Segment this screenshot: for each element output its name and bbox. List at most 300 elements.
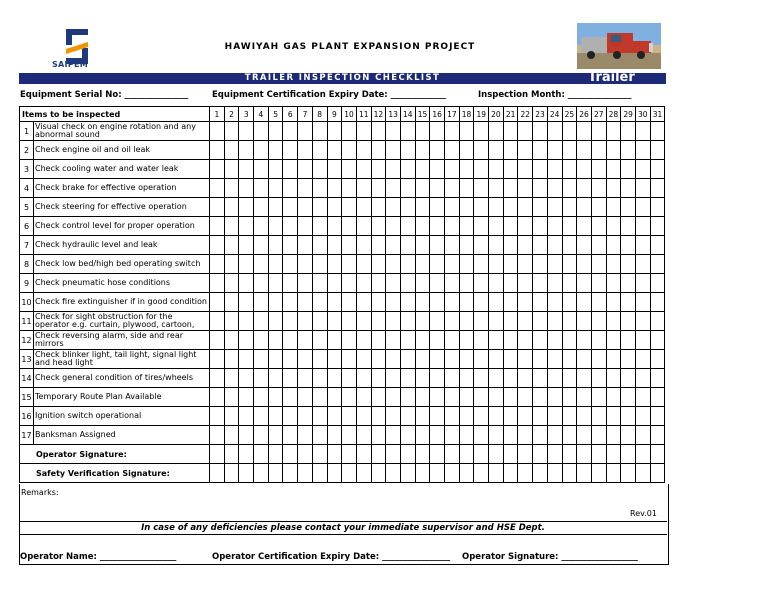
signature-cell[interactable] [562,445,577,464]
check-cell[interactable] [445,141,460,160]
check-cell[interactable] [400,369,415,388]
check-cell[interactable] [430,160,445,179]
check-cell[interactable] [621,274,636,293]
signature-cell[interactable] [356,445,371,464]
check-cell[interactable] [650,179,665,198]
check-cell[interactable] [474,198,489,217]
check-cell[interactable] [386,426,401,445]
check-cell[interactable] [489,236,504,255]
check-cell[interactable] [371,331,386,350]
check-cell[interactable] [577,426,592,445]
check-cell[interactable] [224,122,239,141]
check-cell[interactable] [650,293,665,312]
check-cell[interactable] [562,217,577,236]
signature-cell[interactable] [503,445,518,464]
check-cell[interactable] [342,312,357,331]
check-cell[interactable] [650,407,665,426]
check-cell[interactable] [254,293,269,312]
check-cell[interactable] [312,388,327,407]
check-cell[interactable] [533,141,548,160]
check-cell[interactable] [210,407,225,426]
check-cell[interactable] [400,388,415,407]
check-cell[interactable] [518,160,533,179]
check-cell[interactable] [591,293,606,312]
check-cell[interactable] [371,198,386,217]
check-cell[interactable] [621,217,636,236]
check-cell[interactable] [533,122,548,141]
check-cell[interactable] [445,122,460,141]
check-cell[interactable] [547,122,562,141]
check-cell[interactable] [415,388,430,407]
signature-cell[interactable] [342,445,357,464]
check-cell[interactable] [635,217,650,236]
check-cell[interactable] [386,217,401,236]
signature-cell[interactable] [577,464,592,483]
check-cell[interactable] [254,350,269,369]
check-cell[interactable] [621,331,636,350]
signature-cell[interactable] [577,445,592,464]
check-cell[interactable] [268,160,283,179]
check-cell[interactable] [459,312,474,331]
check-cell[interactable] [415,198,430,217]
check-cell[interactable] [518,141,533,160]
check-cell[interactable] [474,179,489,198]
signature-cell[interactable] [474,464,489,483]
check-cell[interactable] [400,293,415,312]
signature-cell[interactable] [606,445,621,464]
equipment-cert-expiry-field[interactable]: Equipment Certification Expiry Date: _____________ [212,90,446,100]
check-cell[interactable] [518,350,533,369]
check-cell[interactable] [606,407,621,426]
check-cell[interactable] [459,255,474,274]
check-cell[interactable] [386,179,401,198]
signature-cell[interactable] [533,464,548,483]
check-cell[interactable] [533,388,548,407]
check-cell[interactable] [459,274,474,293]
signature-cell[interactable] [533,445,548,464]
check-cell[interactable] [298,426,313,445]
check-cell[interactable] [327,407,342,426]
check-cell[interactable] [650,350,665,369]
check-cell[interactable] [459,236,474,255]
check-cell[interactable] [210,388,225,407]
signature-cell[interactable] [400,445,415,464]
signature-cell[interactable] [327,464,342,483]
check-cell[interactable] [606,236,621,255]
check-cell[interactable] [371,426,386,445]
check-cell[interactable] [591,217,606,236]
check-cell[interactable] [489,388,504,407]
signature-cell[interactable] [459,464,474,483]
check-cell[interactable] [635,369,650,388]
check-cell[interactable] [400,217,415,236]
check-cell[interactable] [268,198,283,217]
signature-cell[interactable] [621,445,636,464]
check-cell[interactable] [254,426,269,445]
signature-cell[interactable] [386,445,401,464]
check-cell[interactable] [239,217,254,236]
check-cell[interactable] [239,407,254,426]
check-cell[interactable] [533,293,548,312]
check-cell[interactable] [312,331,327,350]
check-cell[interactable] [518,407,533,426]
check-cell[interactable] [606,312,621,331]
check-cell[interactable] [415,369,430,388]
check-cell[interactable] [386,198,401,217]
check-cell[interactable] [430,217,445,236]
check-cell[interactable] [283,312,298,331]
check-cell[interactable] [445,179,460,198]
check-cell[interactable] [224,255,239,274]
check-cell[interactable] [400,350,415,369]
check-cell[interactable] [621,350,636,369]
check-cell[interactable] [621,407,636,426]
check-cell[interactable] [503,179,518,198]
check-cell[interactable] [547,350,562,369]
check-cell[interactable] [489,274,504,293]
check-cell[interactable] [268,369,283,388]
check-cell[interactable] [415,141,430,160]
check-cell[interactable] [459,293,474,312]
signature-cell[interactable] [635,464,650,483]
check-cell[interactable] [430,388,445,407]
check-cell[interactable] [268,407,283,426]
check-cell[interactable] [445,331,460,350]
signature-cell[interactable] [430,445,445,464]
check-cell[interactable] [268,217,283,236]
check-cell[interactable] [577,293,592,312]
signature-cell[interactable] [445,445,460,464]
check-cell[interactable] [606,293,621,312]
check-cell[interactable] [474,160,489,179]
check-cell[interactable] [533,331,548,350]
signature-cell[interactable] [327,445,342,464]
check-cell[interactable] [239,236,254,255]
check-cell[interactable] [415,236,430,255]
check-cell[interactable] [283,293,298,312]
check-cell[interactable] [210,426,225,445]
check-cell[interactable] [312,198,327,217]
check-cell[interactable] [533,274,548,293]
check-cell[interactable] [371,388,386,407]
check-cell[interactable] [312,160,327,179]
check-cell[interactable] [298,179,313,198]
check-cell[interactable] [518,122,533,141]
check-cell[interactable] [577,179,592,198]
check-cell[interactable] [342,217,357,236]
check-cell[interactable] [503,331,518,350]
check-cell[interactable] [650,331,665,350]
check-cell[interactable] [518,312,533,331]
check-cell[interactable] [400,141,415,160]
check-cell[interactable] [650,141,665,160]
check-cell[interactable] [474,331,489,350]
check-cell[interactable] [430,407,445,426]
check-cell[interactable] [312,141,327,160]
check-cell[interactable] [415,312,430,331]
check-cell[interactable] [474,426,489,445]
check-cell[interactable] [635,255,650,274]
check-cell[interactable] [342,255,357,274]
check-cell[interactable] [650,236,665,255]
check-cell[interactable] [312,426,327,445]
check-cell[interactable] [312,255,327,274]
check-cell[interactable] [489,331,504,350]
check-cell[interactable] [547,426,562,445]
check-cell[interactable] [239,255,254,274]
check-cell[interactable] [430,331,445,350]
check-cell[interactable] [298,122,313,141]
check-cell[interactable] [562,274,577,293]
check-cell[interactable] [327,426,342,445]
check-cell[interactable] [489,198,504,217]
check-cell[interactable] [371,350,386,369]
check-cell[interactable] [224,217,239,236]
check-cell[interactable] [400,426,415,445]
signature-cell[interactable] [503,464,518,483]
signature-cell[interactable] [342,464,357,483]
check-cell[interactable] [533,236,548,255]
check-cell[interactable] [518,179,533,198]
check-cell[interactable] [239,312,254,331]
check-cell[interactable] [533,217,548,236]
check-cell[interactable] [400,407,415,426]
signature-cell[interactable] [606,464,621,483]
check-cell[interactable] [224,274,239,293]
check-cell[interactable] [298,331,313,350]
check-cell[interactable] [577,236,592,255]
check-cell[interactable] [635,122,650,141]
check-cell[interactable] [606,179,621,198]
signature-cell[interactable] [650,464,665,483]
check-cell[interactable] [298,217,313,236]
check-cell[interactable] [239,350,254,369]
check-cell[interactable] [268,141,283,160]
check-cell[interactable] [606,160,621,179]
check-cell[interactable] [268,274,283,293]
check-cell[interactable] [254,160,269,179]
check-cell[interactable] [489,160,504,179]
check-cell[interactable] [489,350,504,369]
check-cell[interactable] [445,426,460,445]
check-cell[interactable] [635,236,650,255]
check-cell[interactable] [342,369,357,388]
check-cell[interactable] [489,217,504,236]
signature-cell[interactable] [430,464,445,483]
check-cell[interactable] [298,369,313,388]
check-cell[interactable] [562,198,577,217]
check-cell[interactable] [518,198,533,217]
check-cell[interactable] [591,122,606,141]
check-cell[interactable] [562,255,577,274]
check-cell[interactable] [577,141,592,160]
check-cell[interactable] [371,179,386,198]
check-cell[interactable] [210,312,225,331]
check-cell[interactable] [283,369,298,388]
check-cell[interactable] [459,369,474,388]
check-cell[interactable] [577,312,592,331]
check-cell[interactable] [386,160,401,179]
check-cell[interactable] [210,274,225,293]
check-cell[interactable] [342,388,357,407]
check-cell[interactable] [503,198,518,217]
check-cell[interactable] [650,369,665,388]
check-cell[interactable] [533,312,548,331]
check-cell[interactable] [371,160,386,179]
check-cell[interactable] [327,350,342,369]
check-cell[interactable] [239,274,254,293]
check-cell[interactable] [547,179,562,198]
check-cell[interactable] [283,388,298,407]
check-cell[interactable] [577,331,592,350]
check-cell[interactable] [342,274,357,293]
check-cell[interactable] [371,312,386,331]
signature-cell[interactable] [386,464,401,483]
check-cell[interactable] [562,426,577,445]
check-cell[interactable] [445,198,460,217]
check-cell[interactable] [445,160,460,179]
check-cell[interactable] [591,426,606,445]
check-cell[interactable] [518,274,533,293]
check-cell[interactable] [254,312,269,331]
check-cell[interactable] [650,217,665,236]
signature-cell[interactable] [283,445,298,464]
check-cell[interactable] [386,350,401,369]
check-cell[interactable] [239,198,254,217]
check-cell[interactable] [533,255,548,274]
check-cell[interactable] [415,350,430,369]
check-cell[interactable] [577,217,592,236]
check-cell[interactable] [474,274,489,293]
check-cell[interactable] [533,198,548,217]
check-cell[interactable] [635,350,650,369]
signature-cell[interactable] [489,464,504,483]
check-cell[interactable] [445,293,460,312]
check-cell[interactable] [239,426,254,445]
equipment-serial-field[interactable]: Equipment Serial No: _______________ [20,90,189,100]
check-cell[interactable] [224,312,239,331]
check-cell[interactable] [224,179,239,198]
check-cell[interactable] [268,236,283,255]
check-cell[interactable] [459,350,474,369]
check-cell[interactable] [621,198,636,217]
check-cell[interactable] [445,217,460,236]
signature-cell[interactable] [591,445,606,464]
check-cell[interactable] [210,331,225,350]
check-cell[interactable] [254,331,269,350]
check-cell[interactable] [430,274,445,293]
check-cell[interactable] [224,407,239,426]
check-cell[interactable] [459,179,474,198]
signature-cell[interactable] [400,464,415,483]
check-cell[interactable] [224,198,239,217]
check-cell[interactable] [400,198,415,217]
check-cell[interactable] [283,141,298,160]
check-cell[interactable] [518,236,533,255]
check-cell[interactable] [254,369,269,388]
check-cell[interactable] [254,122,269,141]
signature-cell[interactable] [371,464,386,483]
check-cell[interactable] [577,274,592,293]
check-cell[interactable] [254,236,269,255]
check-cell[interactable] [415,255,430,274]
check-cell[interactable] [210,179,225,198]
check-cell[interactable] [562,331,577,350]
check-cell[interactable] [503,141,518,160]
check-cell[interactable] [650,312,665,331]
check-cell[interactable] [489,426,504,445]
check-cell[interactable] [283,407,298,426]
check-cell[interactable] [312,236,327,255]
check-cell[interactable] [298,350,313,369]
check-cell[interactable] [386,369,401,388]
check-cell[interactable] [606,426,621,445]
check-cell[interactable] [327,198,342,217]
check-cell[interactable] [445,369,460,388]
check-cell[interactable] [635,179,650,198]
check-cell[interactable] [547,293,562,312]
check-cell[interactable] [562,350,577,369]
check-cell[interactable] [283,236,298,255]
check-cell[interactable] [518,293,533,312]
check-cell[interactable] [430,141,445,160]
check-cell[interactable] [371,255,386,274]
check-cell[interactable] [591,331,606,350]
check-cell[interactable] [547,255,562,274]
check-cell[interactable] [239,141,254,160]
check-cell[interactable] [430,236,445,255]
check-cell[interactable] [606,141,621,160]
check-cell[interactable] [606,331,621,350]
check-cell[interactable] [591,369,606,388]
check-cell[interactable] [562,179,577,198]
check-cell[interactable] [562,293,577,312]
check-cell[interactable] [283,255,298,274]
check-cell[interactable] [268,312,283,331]
check-cell[interactable] [283,331,298,350]
check-cell[interactable] [268,350,283,369]
check-cell[interactable] [430,426,445,445]
check-cell[interactable] [547,274,562,293]
check-cell[interactable] [474,255,489,274]
check-cell[interactable] [283,122,298,141]
check-cell[interactable] [547,407,562,426]
check-cell[interactable] [356,388,371,407]
check-cell[interactable] [283,179,298,198]
check-cell[interactable] [327,274,342,293]
check-cell[interactable] [415,293,430,312]
check-cell[interactable] [621,369,636,388]
signature-cell[interactable] [298,445,313,464]
check-cell[interactable] [547,388,562,407]
check-cell[interactable] [459,331,474,350]
check-cell[interactable] [356,312,371,331]
check-cell[interactable] [621,236,636,255]
check-cell[interactable] [342,350,357,369]
check-cell[interactable] [606,198,621,217]
check-cell[interactable] [445,236,460,255]
check-cell[interactable] [459,122,474,141]
check-cell[interactable] [415,179,430,198]
check-cell[interactable] [503,255,518,274]
check-cell[interactable] [547,160,562,179]
check-cell[interactable] [386,407,401,426]
check-cell[interactable] [430,312,445,331]
check-cell[interactable] [210,141,225,160]
check-cell[interactable] [562,141,577,160]
check-cell[interactable] [356,369,371,388]
check-cell[interactable] [650,426,665,445]
